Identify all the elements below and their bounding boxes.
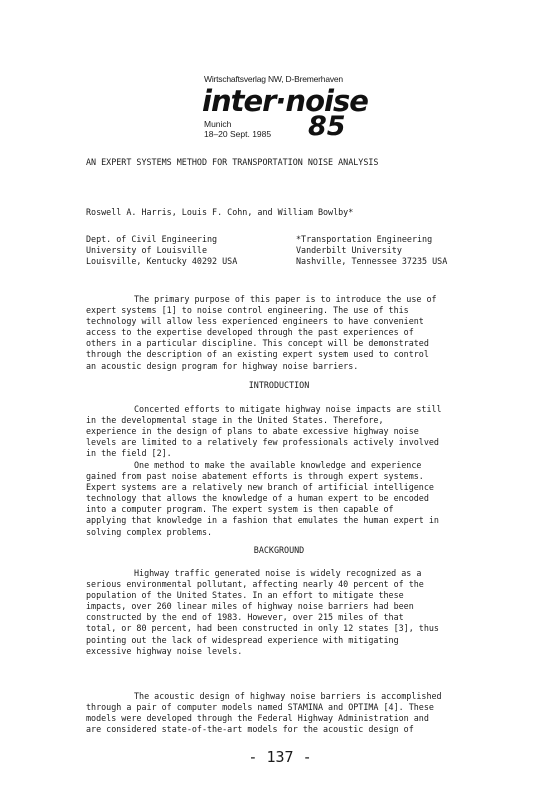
affiliation-louisville — [86, 234, 237, 267]
text-line: total, or 80 percent, had been constructed in only 12 states [3], thus — [86, 623, 439, 634]
text-line: gained from past noise abatement efforts is through expert systems. — [86, 471, 424, 482]
text-line: pointing out the lack of widespread experience with mitigating — [86, 634, 399, 645]
text-line: The primary purpose of this paper is to introduce the use of — [134, 294, 437, 304]
text-line: an acoustic design program for highway noise barriers. — [86, 360, 359, 371]
text-line: models were developed through the Federal Highway Administration and — [86, 713, 429, 724]
text-line: Highway traffic generated noise is widely recognized as a — [134, 568, 422, 578]
text-line: Expert systems are a relatively new branch of artificial intelligence — [86, 482, 434, 493]
text-line: levels are limited to a relatively few professionals actively involved — [86, 437, 439, 448]
text-line: applying that knowledge in a fashion that emulates the human expert in — [86, 515, 439, 526]
background-paragraph-2 — [86, 691, 472, 735]
text-line: others in a particular discipline. This concept will be demonstrated — [86, 338, 429, 349]
text-line: The acoustic design of highway noise barriers is accomplished — [134, 691, 442, 701]
affiliation-line: *Transportation Engineering — [296, 234, 433, 244]
background-paragraph-1 — [86, 568, 472, 657]
text-line: technology will allow less experienced engineers to have convenient — [86, 316, 424, 327]
section-heading-introduction: INTRODUCTION — [248, 380, 310, 390]
conference-city: Munich — [204, 119, 232, 129]
abstract-paragraph — [86, 294, 472, 372]
text-line: into a computer program. The expert system is then capable of — [86, 504, 394, 515]
affiliation-vanderbilt — [296, 234, 447, 267]
conference-dates: 18–20 Sept. 1985 — [204, 129, 272, 139]
conference-year: 85 — [308, 111, 346, 142]
text-line: are considered state-of-the-art models for the acoustic design of — [86, 724, 414, 735]
paper-title: AN EXPERT SYSTEMS METHOD FOR TRANSPORTATION NOISE ANALYSIS — [86, 157, 379, 167]
text-line: experience in the design of plans to abate excessive highway noise — [86, 426, 419, 437]
affiliation-line: University of Louisville — [86, 245, 208, 256]
text-line: impacts, over 260 linear miles of highway noise barriers had been — [86, 601, 414, 612]
text-line: Concerted efforts to mitigate highway noise impacts are still — [134, 404, 442, 414]
text-line: constructed by the end of 1983. However, over 215 miles of that — [86, 612, 404, 623]
introduction-paragraph-2 — [86, 460, 472, 538]
text-line: through the description of an existing expert system used to control — [86, 349, 429, 360]
introduction-paragraph-1 — [86, 404, 472, 459]
affiliation-line: Nashville, Tennessee 37235 USA — [296, 256, 448, 267]
conference-logo: inter·noise — [202, 84, 368, 118]
text-line: serious environmental pollutant, affecting nearly 40 percent of the — [86, 579, 424, 590]
text-line: in the developmental stage in the United States. Therefore, — [86, 415, 384, 426]
text-line: in the field [2]. — [86, 448, 172, 459]
text-line: One method to make the available knowledge and experience — [134, 460, 422, 470]
section-heading-background: BACKGROUND — [253, 545, 305, 555]
text-line: access to the expertise developed through the past experiences of — [86, 327, 414, 338]
text-line: population of the United States. In an effort to mitigate these — [86, 590, 404, 601]
author-list: Roswell A. Harris, Louis F. Cohn, and William Bowlby* — [86, 207, 354, 217]
affiliation-line: Dept. of Civil Engineering — [86, 234, 218, 244]
text-line: through a pair of computer models named STAMINA and OPTIMA [4]. These — [86, 702, 434, 713]
page-number: - 137 - — [248, 748, 312, 766]
publisher-line: Wirtschaftsverlag NW, D-Bremerhaven — [204, 74, 343, 84]
text-line: excessive highway noise levels. — [86, 645, 243, 656]
text-line: expert systems [1] to noise control engineering. The use of this — [86, 305, 409, 316]
text-line: technology that allows the knowledge of a human expert to be encoded — [86, 493, 429, 504]
affiliation-line: Vanderbilt University — [296, 245, 402, 256]
text-line: solving complex problems. — [86, 526, 213, 537]
affiliation-line: Louisville, Kentucky 40292 USA — [86, 256, 238, 267]
